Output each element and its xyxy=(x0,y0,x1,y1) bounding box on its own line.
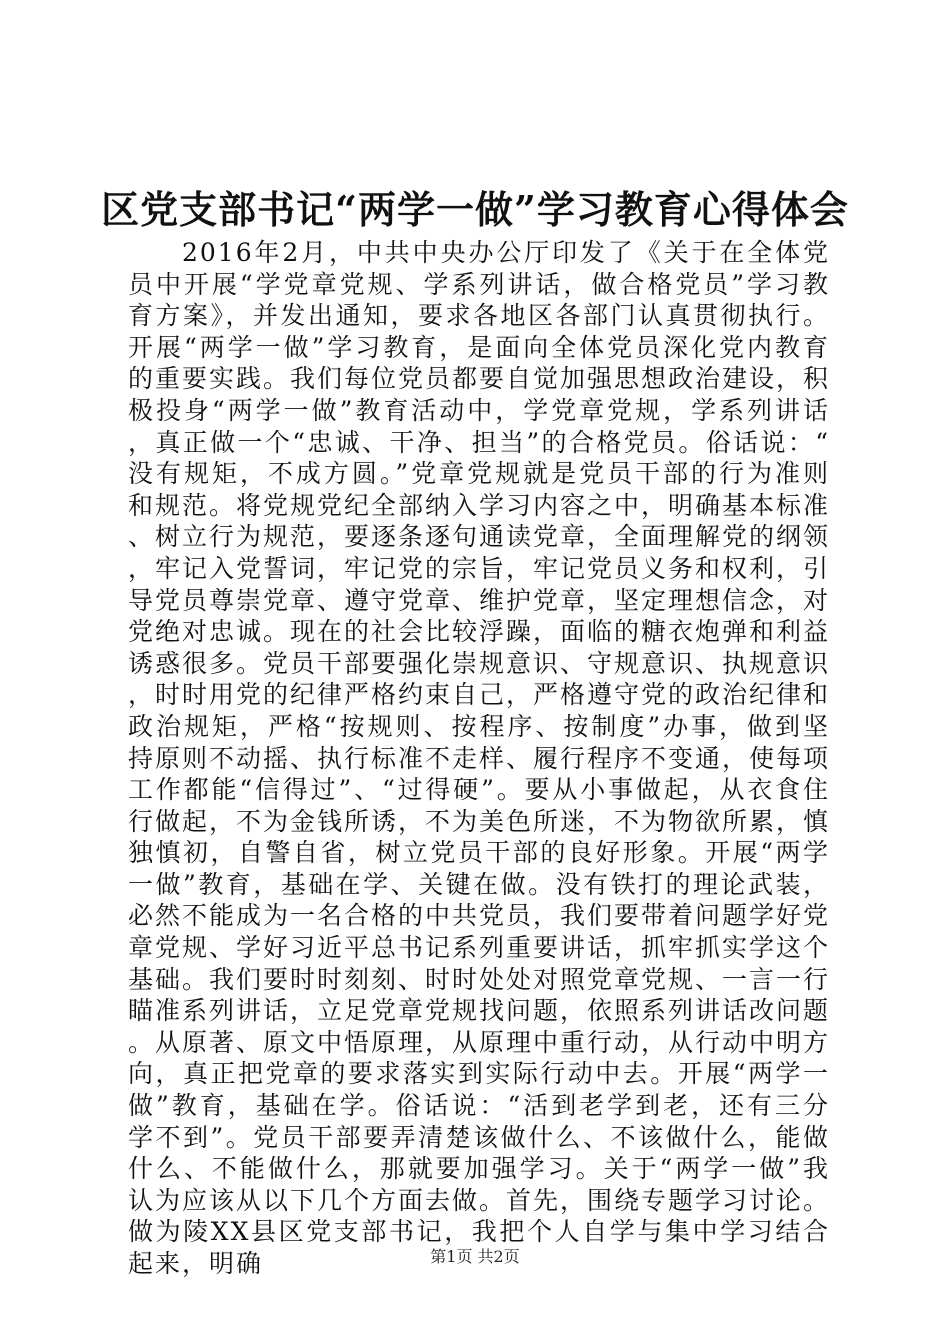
page-footer: 第1页 共2页 xyxy=(430,1247,520,1266)
document-title: 区党支部书记“两学一做”学习教育心得体会 xyxy=(101,187,849,232)
document-body-paragraph: 2016年2月，中共中央办公厅印发了《关于在全体党员中开展“学党章党规、学系列讲话，做合格党员”学习教育方案》，并发出通知，要求各地区各部门认真贯彻执行。开展“两学一做”学习教育，是面向全体党员深化党内教育的重要实践。我们每位党员都要自觉加强思想政治建设，积极投身“两学一做”教育活动中，学党章党规，学系列讲话，真正做一个“忠诚、干净、担当”的合格党员。俗话说：“没有规矩，不成方圆。”党章党规就是党员干部的行为准则和规范。将党规党纪全部纳入学习内容之中，明确基本标准、树立行为规范，要逐条逐句通读党章，全面理解党的纲领，牢记入党誓词，牢记党的宗旨，牢记党员义务和权利，引导党员尊崇党章、遵守党章、维护党章，坚定理想信念，对党绝对忠诚。现在的社会比较浮躁，面临的糖衣炮弹和利益诱惑很多。党员干部要强化崇规意识、守规意识、执规意识，时时用党的纪律严格约束自己，严格遵守党的政治纪律和政治规矩，严格“按规则、按程序、按制度”办事，做到坚持原则不动摇、执行标准不走样、履行程序不变通，使每项工作都能“信得过”、“过得硬”。要从小事做起，从衣食住行做起，不为金钱所诱，不为美色所迷，不为物欲所累，慎独慎初，自警自省，树立党员干部的良好形象。开展“两学一做”教育，基础在学、关键在做。没有铁打的理论武装，必然不能成为一名合格的中共党员，我们要带着问题学好党章党规、学好习近平总书记系列重要讲话，抓牢抓实学这个基础。我们要时时刻刻、时时处处对照党章党规、一言一行瞄准系列讲话，立足党章党规找问题，依照系列讲话改问题。从原著、原文中悟原理，从原理中重行动，从行动中明方向，真正把党章的要求落实到实际行动中去。开展“两学一做”教育，基础在学。俗话说：“活到老学到老，还有三分学不到”。党员干部要弄清楚该做什么、不该做什么，能做什么、不能做什么，那就要加强学习。关于“两学一做”我认为应该从以下几个方面去做。首先，围绕专题学习讨论。做为陵XX县区党支部书记，我把个人自学与集中学习结合起来，明确 xyxy=(128,238,831,1278)
